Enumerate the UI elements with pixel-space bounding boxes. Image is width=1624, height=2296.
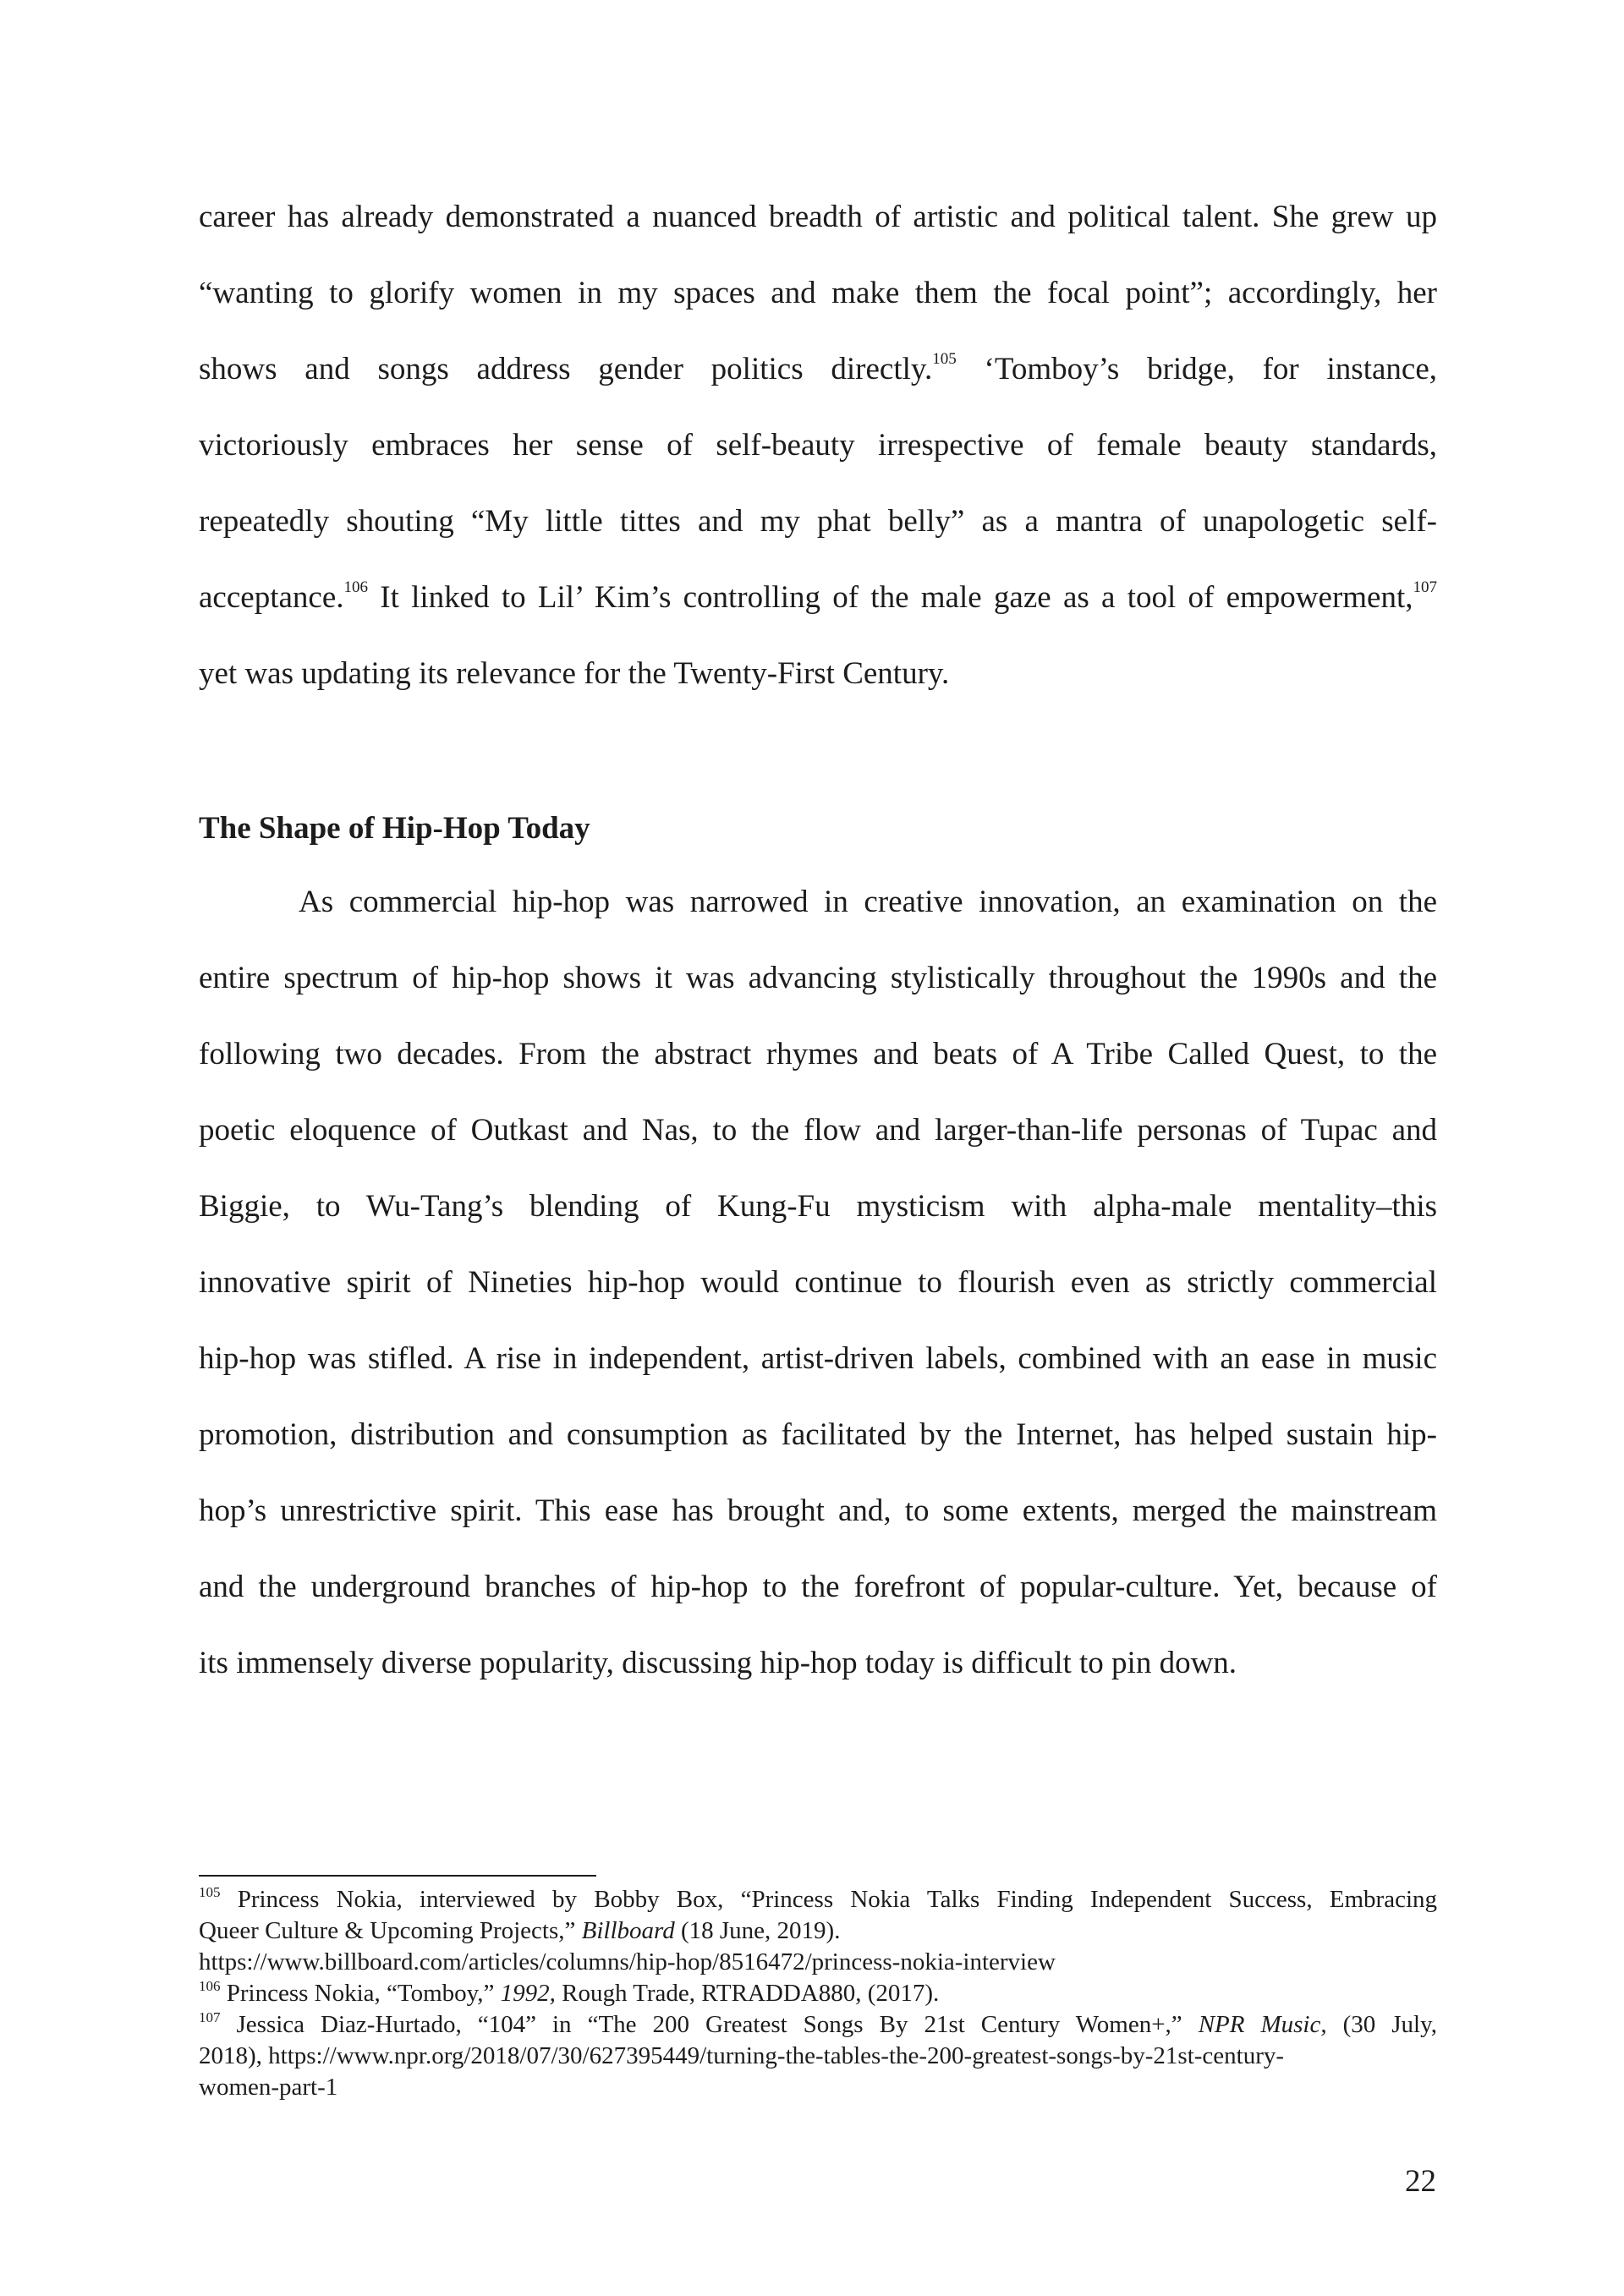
footnote-separator [199, 1875, 596, 1877]
text-line: repeatedly shouting “My little tittes and my phat belly” as a mantra of unapologetic self- [199, 504, 1437, 539]
text-line: shows and songs address gender politics directly.$^{105}$ ‘Tomboy’s bridge, for instance, [199, 350, 1437, 386]
footnote-url[interactable]: 2018), https://www.npr.org/2018/07/30/627395449/turning-the-tables-the-200-greatest-songs-by-21st-century- [199, 2042, 1285, 2069]
footnote-url[interactable]: https://www.billboard.com/articles/columns/hip-hop/8516472/princess-nokia-interview [199, 1948, 1056, 1975]
text-line: As commercial hip-hop was narrowed in creative innovation, an examination on the [299, 885, 1437, 919]
footnote-106: $^{106}$ Princess Nokia, “Tomboy,” 1992, Rough Trade, RTRADDA880, (2017). [199, 1978, 940, 2007]
text-line: and the underground branches of hip-hop to the forefront of popular-culture. Yet, because of [199, 1570, 1437, 1604]
text-line: Biggie, to Wu-Tang’s blending of Kung-Fu mysticism with alpha-male mentality–this [199, 1189, 1437, 1224]
footnote-source: NPR Music, [1198, 2011, 1327, 2038]
text-line: its immensely diverse popularity, discussing hip-hop today is difficult to pin down. [199, 1646, 1237, 1680]
text-line: following two decades. From the abstract rhymes and beats of A Tribe Called Quest, to the [199, 1037, 1437, 1071]
text-line: career has already demonstrated a nuanced breadth of artistic and political talent. She grew up [199, 200, 1437, 234]
text-line: promotion, distribution and consumption as facilitated by the Internet, has helped sustain hip- [199, 1417, 1437, 1452]
footnote-line: women-part-1 [199, 2074, 338, 2101]
text-line: victoriously embraces her sense of self-beauty irrespective of female beauty standards, [199, 428, 1437, 463]
footnote-number: 107 [199, 2009, 221, 2025]
text-line: hop’s unrestrictive spirit. This ease has brought and, to some extents, merged the mainstream [199, 1493, 1437, 1528]
text-line: acceptance.$^{106}$ It linked to Lil’ Kim’s controlling of the male gaze as a tool of empowerment,$^{107}$ [199, 578, 1438, 615]
text-line: poetic eloquence of Outkast and Nas, to the flow and larger-than-life personas of Tupac and [199, 1113, 1437, 1148]
body-paragraph-1 [199, 190, 1437, 723]
text-line: entire spectrum of hip-hop shows it was advancing stylistically throughout the 1990s and the [199, 961, 1437, 995]
body-paragraph-2 [199, 875, 1437, 1712]
footnotes [199, 1884, 1437, 2103]
footnote-number: 106 [199, 1978, 221, 1994]
section-heading: The Shape of Hip-Hop Today [199, 811, 590, 846]
footnote-source: Billboard [581, 1917, 675, 1944]
page-number: 22 [1405, 2164, 1436, 2199]
text-line: “wanting to glorify women in my spaces and make them the focal point”; accordingly, her [199, 276, 1437, 310]
text-line: hip-hop was stifled. A rise in independent, artist-driven labels, combined with an ease in music [199, 1341, 1437, 1376]
footnote-105: $^{105}$ Princess Nokia, interviewed by Bobby Box, “Princess Nokia Talks Finding Independent Success, Embracing [199, 1884, 1438, 1913]
footnote-ref-107[interactable]: 107 [1413, 578, 1438, 596]
footnote-107: $^{107}$ Jessica Diaz-Hurtado, “104” in “The 200 Greatest Songs By 21st Century Women+,” NPR Music, (30 July, [199, 2009, 1437, 2038]
footnote-line: Queer Culture & Upcoming Projects,” Billboard (18 June, 2019). [199, 1917, 841, 1944]
footnote-album: 1992, [500, 1980, 556, 2007]
text-line: yet was updating its relevance for the Twenty-First Century. [199, 656, 950, 691]
footnote-number: 105 [199, 1884, 221, 1900]
footnote-ref-105[interactable]: 105 [932, 350, 957, 368]
text-line: innovative spirit of Nineties hip-hop would continue to flourish even as strictly commercial [199, 1265, 1437, 1300]
footnote-ref-106[interactable]: 106 [343, 578, 368, 596]
